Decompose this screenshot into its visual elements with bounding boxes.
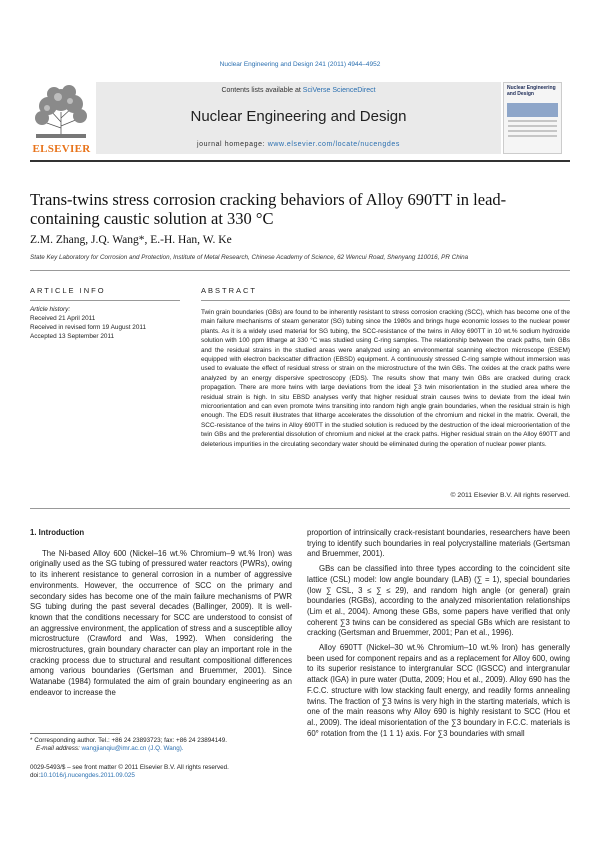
sciencedirect-link[interactable]: SciVerse ScienceDirect <box>302 87 376 94</box>
intro-heading: 1. Introduction <box>30 528 85 537</box>
article-info-heading: ARTICLE INFO <box>30 286 106 295</box>
email-link[interactable]: wangjianqiu@imr.ac.cn (J.Q. Wang). <box>81 745 184 753</box>
intro-right-column <box>307 528 570 739</box>
homepage-prefix: journal homepage: <box>197 141 266 148</box>
doi-link[interactable]: 10.1016/j.nucengdes.2011.09.025 <box>40 771 135 779</box>
abstract-text: Twin grain boundaries (GBs) are found to be inherently resistant to stress corrosion cracking (SCC), which has become one of the main failure mechanisms of steam generator (SG) tubing since the 1980s and brings huge economic losses to the nuclear power plants. As it is a widely used material for SG tubing, the SCC-resistance of the twins in Alloy 690TT in 10 wt.% sodium hydroxide solution with 100 ppm litharge at 330 °C was studied using C-ring samples. The relationship between the crack paths, twin GBs and the residual strains in the studied areas were analyzed using an environmental scanning electron microscope (ESEM) equipped with electron backscatter diffraction (EBSD) equipment. A continuously stressed C-ring sample without immersion was used to evaluate the effect of residual stress or strain on the microstructure of the twin GBs. The oxides at the crack paths were analyzed by an energy dispersive spectroscopy (EDS). The results show that many twin GBs are cracked during crack propagation. There are more twins with large deviations from the ideal ∑3 twin misorientation in the studied area where the residual strain is high. In situ EBSD analyses verify that higher residual strain causes twins to deviate from the ideal twin microorientation and can even promote twins transiting into random high angle grain boundaries, when the residual strain is high enough. The EDS result illustrates that litharge accelerates the dissolution of the chromium and nickel in the matrix. Overall, the SCC-resistance of the twins in Alloy 690TT in the studied solution is reduced by the destruction of the ideal microorientation of the twin GBs and the preferential dissolution of chromium and nickel at the crack paths. Higher residual strain on the Alloy 690TT and deleterious impurities in the circulating secondary water should be eliminated during the operation of nuclear power plants. <box>201 309 570 448</box>
journal-reference <box>0 61 600 68</box>
intro-paragraph: The Ni-based Alloy 600 (Nickel–16 wt.% Chromium–9 wt.% Iron) was originally used as the SG tubing of pressured water reactors (PWRs), owing to its inherent resistance to general corrosion in a number of aggressive environments. However, the occurrence of SCC on the primary and secondary sides has become one of the main failure mechanisms of PWR SG tubing during the past several decades (Ballinger, 2009). It is well-known that the conditions necessary for SCC are understood to consist of an aggressive environment, the application of stress and a susceptible alloy microstructure (Crawford and Was, 1992). When considering the microstructures, grain boundary character can play an important role in the cracking process due to structural and resultant compositional differences among various boundaries (Gertsman and Bruemmer, 2001). Since Watanabe (1984) formulated the aim of grain boundary engineering as an endeavor to increase the <box>30 548 292 697</box>
email-line <box>30 745 292 753</box>
cover-lines <box>504 120 561 137</box>
journal-banner <box>96 82 501 154</box>
homepage-line <box>96 141 501 148</box>
accepted-date: Accepted 13 September 2011 <box>30 333 115 340</box>
history-label: Article history: <box>30 306 71 313</box>
abstract-divider <box>30 508 570 509</box>
contents-prefix: Contents lists available at <box>221 87 301 94</box>
cover-band <box>507 103 558 117</box>
abstract-copyright: © 2011 Elsevier B.V. All rights reserved. <box>450 492 570 499</box>
elsevier-logo[interactable] <box>30 82 93 154</box>
intro-paragraph: Alloy 690TT (Nickel–30 wt.% Chromium–10 wt.% Iron) has generally been used for component repairs and as a replacement for Alloy 600, owing to its superior resistance to intergranular SCC (IGSCC) and intergranular attack (IGA) in pure water (Dutta, 2009; Hou et al., 2009). Alloy 690 has the F.C.C. structure with low stacking fault energy, and readily forms annealing twins. The fraction of ∑3 twins is very high in the starting materials, which is one of the main reasons why Alloy 690 is highly resistant to SCC (Hou et al., 2009). The ideal misorientation of the ∑3 boundary in F.C.C. materials is 60° rotation from the ⟨1 1 1⟩ axis. For ∑3 boundaries with small <box>307 643 570 738</box>
doi-line <box>30 772 292 780</box>
intro-paragraph: proportion of intrinsically crack-resistant boundaries, researchers have been trying to identify such boundaries in real polycrystalline materials (Gertsman and Bruemmer, 2001). <box>307 528 570 559</box>
intro-paragraph: GBs can be classified into three types according to the coincident site lattice (CSL) model: low angle boundary (LAB) (∑ = 1), special boundaries (low ∑ CSL, 3 ≤ ∑ ≤ 29), and random high angle (or general) grain boundaries (RGBs), according to the analyzed misorientation relationships (Lim et al., 2004). Among these GBs, some papers have verified that only coherent ∑3 twins can be considered as special GBs which are resistant to cracking (Gertsman and Bruemmer, 2001; Pan et al., 1996). <box>307 564 570 638</box>
article-title: Trans-twins stress corrosion cracking behaviors of Alloy 690TT in lead-containing caustic solution at 330 °C <box>30 190 507 228</box>
intro-left-column <box>30 528 292 699</box>
corresponding-author: * Corresponding author. Tel.: +86 24 23893723; fax: +86 24 23894149. <box>30 737 227 744</box>
elsevier-tree-icon <box>30 82 93 140</box>
article-info-rule <box>30 300 180 301</box>
doi-prefix: doi: <box>30 771 41 779</box>
author-list: Z.M. Zhang, J.Q. Wang*, E.-H. Han, W. Ke <box>30 234 232 246</box>
footnote <box>30 737 292 780</box>
header-divider <box>30 160 570 162</box>
contents-line <box>96 87 501 94</box>
journal-header <box>30 82 570 156</box>
journal-cover-thumbnail[interactable] <box>503 82 562 154</box>
footnote-rule <box>30 733 120 734</box>
journal-ref-link[interactable]: Nuclear Engineering and Design 241 (2011) 4944–4952 <box>219 61 381 68</box>
affiliation: State Key Laboratory for Corrosion and Protection, Institute of Metal Research, Chinese Academy of Science, 62 Wencui Road, Shenyang 110016, PR China <box>30 254 469 261</box>
publisher-wordmark: ELSEVIER <box>32 143 91 155</box>
journal-title: Nuclear Engineering and Design <box>190 108 407 125</box>
abstract-heading: ABSTRACT <box>201 286 258 295</box>
affiliation-divider <box>30 270 570 271</box>
received-date: Received 21 April 2011 <box>30 315 96 322</box>
cover-title: Nuclear Engineering and Design <box>507 85 556 97</box>
revised-date: Received in revised form 19 August 2011 <box>30 324 147 331</box>
abstract-rule <box>201 300 570 301</box>
article-history <box>30 305 190 341</box>
issn-line: 0029-5493/$ – see front matter © 2011 Elsevier B.V. All rights reserved. <box>30 763 229 771</box>
email-label: E-mail address: <box>36 745 80 753</box>
homepage-link[interactable]: www.elsevier.com/locate/nucengdes <box>267 141 400 148</box>
